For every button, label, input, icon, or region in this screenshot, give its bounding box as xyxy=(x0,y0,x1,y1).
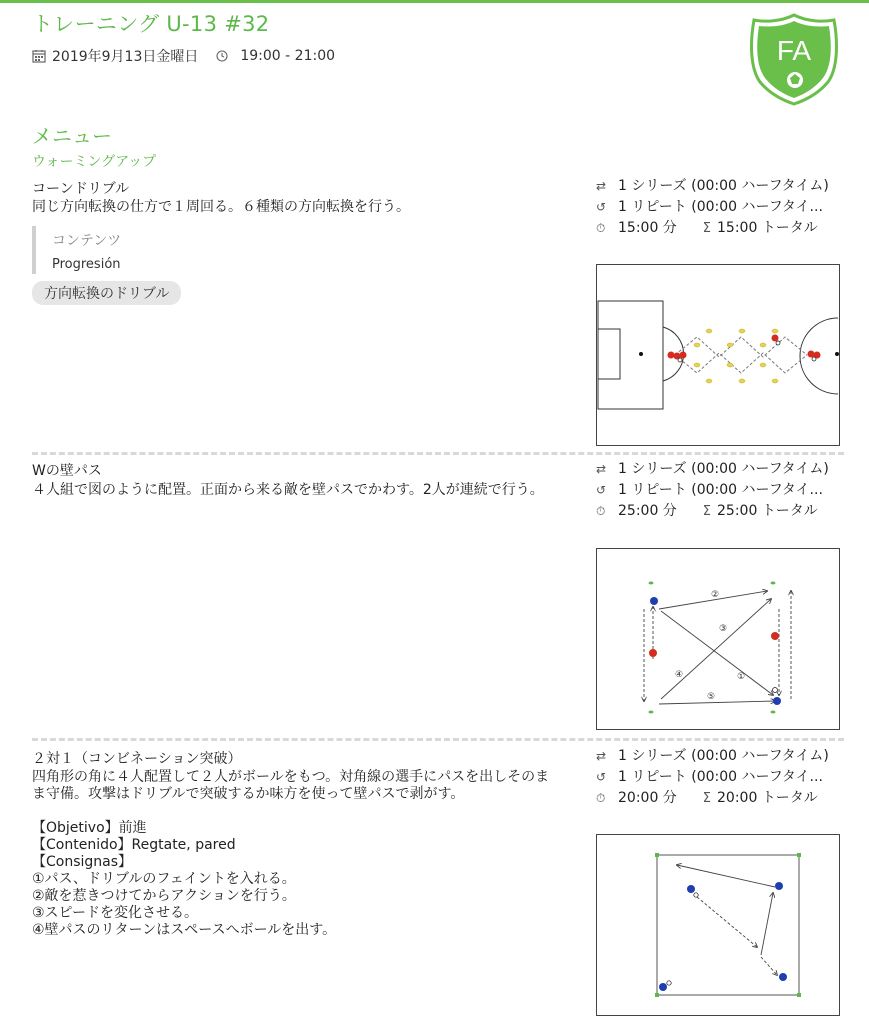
club-logo xyxy=(748,12,840,106)
exercise-3-name: ２対１（コンビネーション突破） xyxy=(32,751,242,767)
exercise-1-content xyxy=(32,226,121,274)
page-title: トレーニング U-13 #32 xyxy=(32,12,270,36)
duration-text: 15:00 分 xyxy=(618,220,677,236)
exercise-3-stats xyxy=(596,746,846,809)
repeat-series-icon: ⇄ xyxy=(596,462,607,476)
exercise-2-diagram xyxy=(596,548,840,730)
rotate-icon: ↺ xyxy=(596,200,607,214)
session-time: 19:00 - 21:00 xyxy=(240,48,336,64)
series-text: 1 シリーズ (00:00 ハーフタイム) xyxy=(618,748,829,764)
duration-text: 20:00 分 xyxy=(618,790,677,806)
total-text: 15:00 トータル xyxy=(717,220,818,236)
total-text: 25:00 トータル xyxy=(717,503,818,519)
exercise-3-diagram xyxy=(596,834,840,1016)
session-date: 2019年9月13日金曜日 xyxy=(52,49,199,65)
pass-label: ② xyxy=(711,590,720,600)
menu-heading: メニュー xyxy=(32,124,112,148)
repeat-series-icon: ⇄ xyxy=(596,179,607,193)
exercise-1-name: コーンドリブル xyxy=(32,181,130,197)
stopwatch-icon: ⏱ xyxy=(596,221,606,235)
exercise-1-stats xyxy=(596,176,846,239)
rotate-icon: ↺ xyxy=(596,483,607,497)
series-text: 1 シリーズ (00:00 ハーフタイム) xyxy=(618,178,829,194)
exercise-1-tag[interactable]: 方向転換のドリブル xyxy=(32,281,181,305)
repeat-text: 1 リピート (00:00 ハーフタイ... xyxy=(618,769,823,785)
content-label: コンテンツ xyxy=(52,233,122,249)
sigma-icon: Σ xyxy=(702,791,712,806)
calendar-icon xyxy=(32,49,46,63)
clock-icon xyxy=(216,50,228,62)
pass-label: ① xyxy=(737,672,746,682)
exercise-2-stats xyxy=(596,459,846,522)
exercise-3-description: 四角形の角に４人配置して２人がボールをもつ。対角線の選手にパスを出しそのまま守備。攻撃はドリブルで突破するか味方を使って壁パスで剥がす。 【Objetivo】前進 【Contenido】Regtate, pared 【Consignas】 ①パス、ドリブルのフェイントを入れる。 ②敵を惹きつけてからアクションを行う。 ③スピードを変化させる。 ④壁パスのリターンはスペースへボールを出す。 xyxy=(32,769,550,938)
stopwatch-icon: ⏱ xyxy=(596,791,606,805)
exercise-2-name: Wの壁パス xyxy=(32,463,102,479)
sigma-icon: Σ xyxy=(702,504,712,519)
exercise-1-diagram xyxy=(596,264,840,446)
duration-text: 25:00 分 xyxy=(618,503,677,519)
sigma-icon: Σ xyxy=(702,221,712,236)
pass-label: ⑤ xyxy=(707,692,716,702)
section-heading: ウォーミングアップ xyxy=(32,154,157,170)
session-meta xyxy=(32,46,335,66)
section-divider xyxy=(32,452,844,455)
svg-text:FA: FA xyxy=(776,35,812,66)
section-divider xyxy=(32,738,844,741)
series-text: 1 シリーズ (00:00 ハーフタイム) xyxy=(618,461,829,477)
total-text: 20:00 トータル xyxy=(717,790,818,806)
content-value: Progresión xyxy=(52,257,121,272)
pass-label: ③ xyxy=(719,624,728,634)
repeat-text: 1 リピート (00:00 ハーフタイ... xyxy=(618,199,823,215)
exercise-1-description: 同じ方向転換の仕方で１周回る。６種類の方向転換を行う。 xyxy=(32,199,410,215)
rotate-icon: ↺ xyxy=(596,770,607,784)
exercise-2-description: ４人組で図のように配置。正面から来る敵を壁パスでかわす。2人が連続で行う。 xyxy=(32,482,544,498)
stopwatch-icon: ⏱ xyxy=(596,504,606,518)
pass-label: ④ xyxy=(675,670,684,680)
repeat-series-icon: ⇄ xyxy=(596,749,607,763)
repeat-text: 1 リピート (00:00 ハーフタイ... xyxy=(618,482,823,498)
top-accent-bar xyxy=(0,0,869,3)
